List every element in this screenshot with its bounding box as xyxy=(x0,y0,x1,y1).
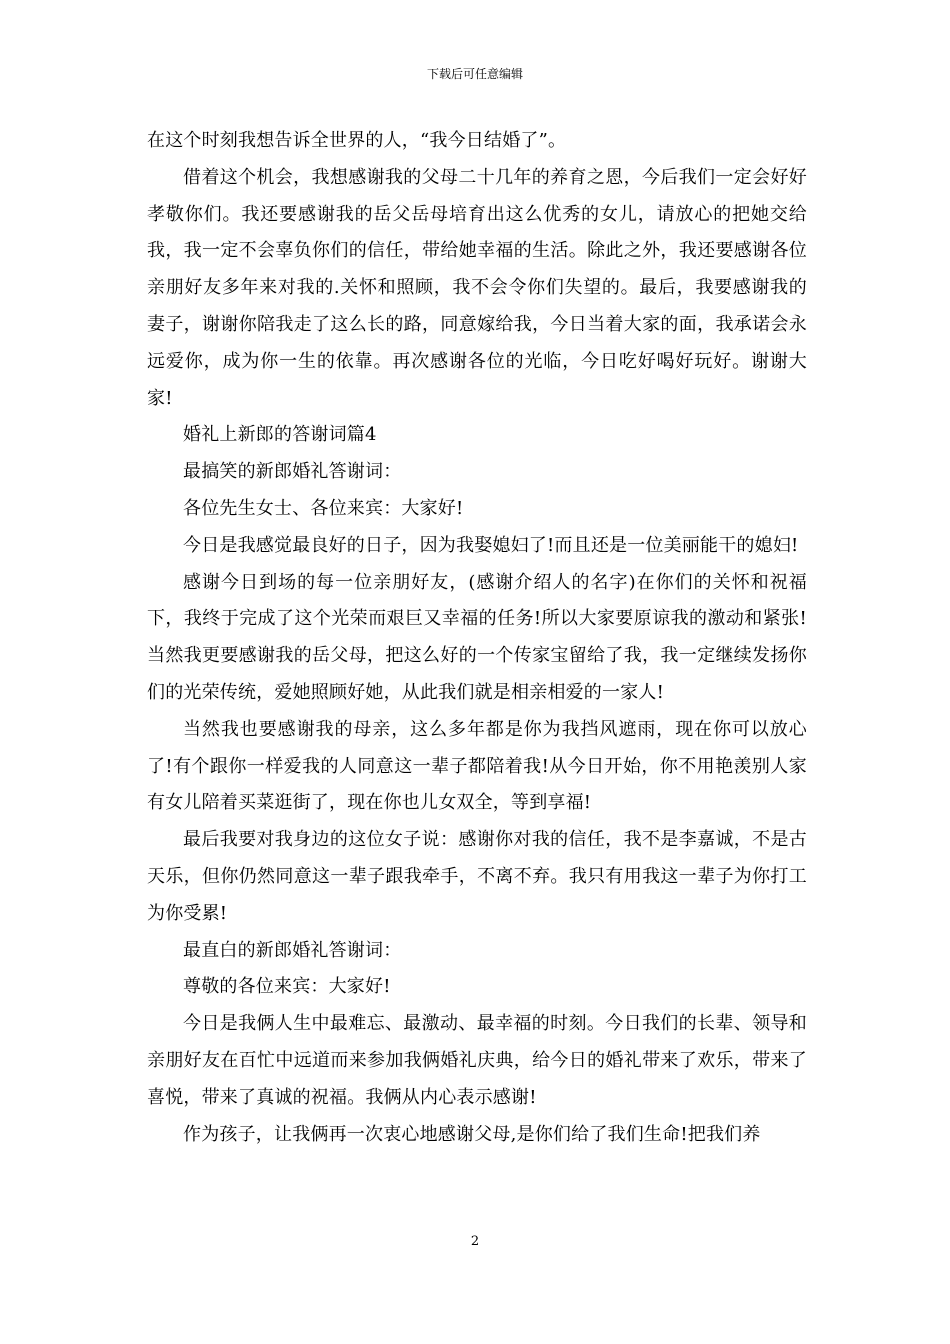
document-body xyxy=(147,123,807,1153)
subheading-funny-speech: 最搞笑的新郎婚礼答谢词： xyxy=(183,461,402,483)
page-header-note: 下载后可任意编辑 xyxy=(426,67,523,81)
paragraph-9: 最后我要对我身边的这位女子说：感谢你对我的信任，我不是李嘉诚，不是古天乐，但你仍然同意这一辈子跟我牵手，不离不弃。我只有用我这一辈子为你打工为你受累! xyxy=(147,829,807,924)
paragraph-7: 感谢今日到场的每一位亲朋好友，(感谢介绍人的名字)在你们的关怀和祝福下，我终于完成了这个光荣而艰巨又幸福的任务!所以大家要原谅我的激动和紧张!当然我更要感谢我的岳父母，把这么好的一个传家宝留给了我，我一定继续发扬你们的光荣传统，爱她照顾好她，从此我们就是相亲相爱的一家人! xyxy=(147,571,807,703)
paragraph-13: 作为孩子，让我俩再一次衷心地感谢父母,是你们给了我们生命!把我们养 xyxy=(183,1123,761,1145)
section-heading: 婚礼上新郎的答谢词篇4 xyxy=(183,424,377,446)
subheading-direct-speech: 最直白的新郎婚礼答谢词： xyxy=(183,939,402,961)
paragraph-1: 在这个时刻我想告诉全世界的人，“我今日结婚了”。 xyxy=(147,130,567,151)
paragraph-12: 今日是我俩人生中最难忘、最激动、最幸福的时刻。今日我们的长辈、领导和亲朋好友在百忙中远道而来参加我俩婚礼庆典，给今日的婚礼带来了欢乐，带来了喜悦，带来了真诚的祝福。我俩从内心表示感谢! xyxy=(147,1013,807,1108)
greeting-1: 各位先生女士、各位来宾：大家好! xyxy=(183,497,464,519)
paragraph-8: 当然我也要感谢我的母亲，这么多年都是你为我挡风遮雨，现在你可以放心了!有个跟你一样爱我的人同意这一辈子都陪着我!从今日开始，你不用艳羡别人家有女儿陪着买菜逛街了，现在你也儿女双全，等到享福! xyxy=(147,718,807,814)
paragraph-6: 今日是我感觉最良好的日子，因为我娶媳妇了!而且还是一位美丽能干的媳妇! xyxy=(183,534,799,556)
greeting-2: 尊敬的各位来宾：大家好! xyxy=(183,976,391,998)
page-number: 2 xyxy=(470,1234,480,1249)
paragraph-2: 借着这个机会，我想感谢我的父母二十几年的养育之恩，今后我们一定会好好孝敬你们。我还要感谢我的岳父岳母培育出这么优秀的女儿，请放心的把她交给我，我一定不会辜负你们的信任，带给她幸福的生活。除此之外，我还要感谢各位亲朋好友多年来对我的.关怀和照顾，我不会令你们失望的。最后，我要感谢我的妻子，谢谢你陪我走了这么长的路，同意嫁给我，今日当着大家的面，我承诺会永远爱你，成为你一生的依靠。再次感谢各位的光临，今日吃好喝好玩好。谢谢大家! xyxy=(147,166,807,409)
